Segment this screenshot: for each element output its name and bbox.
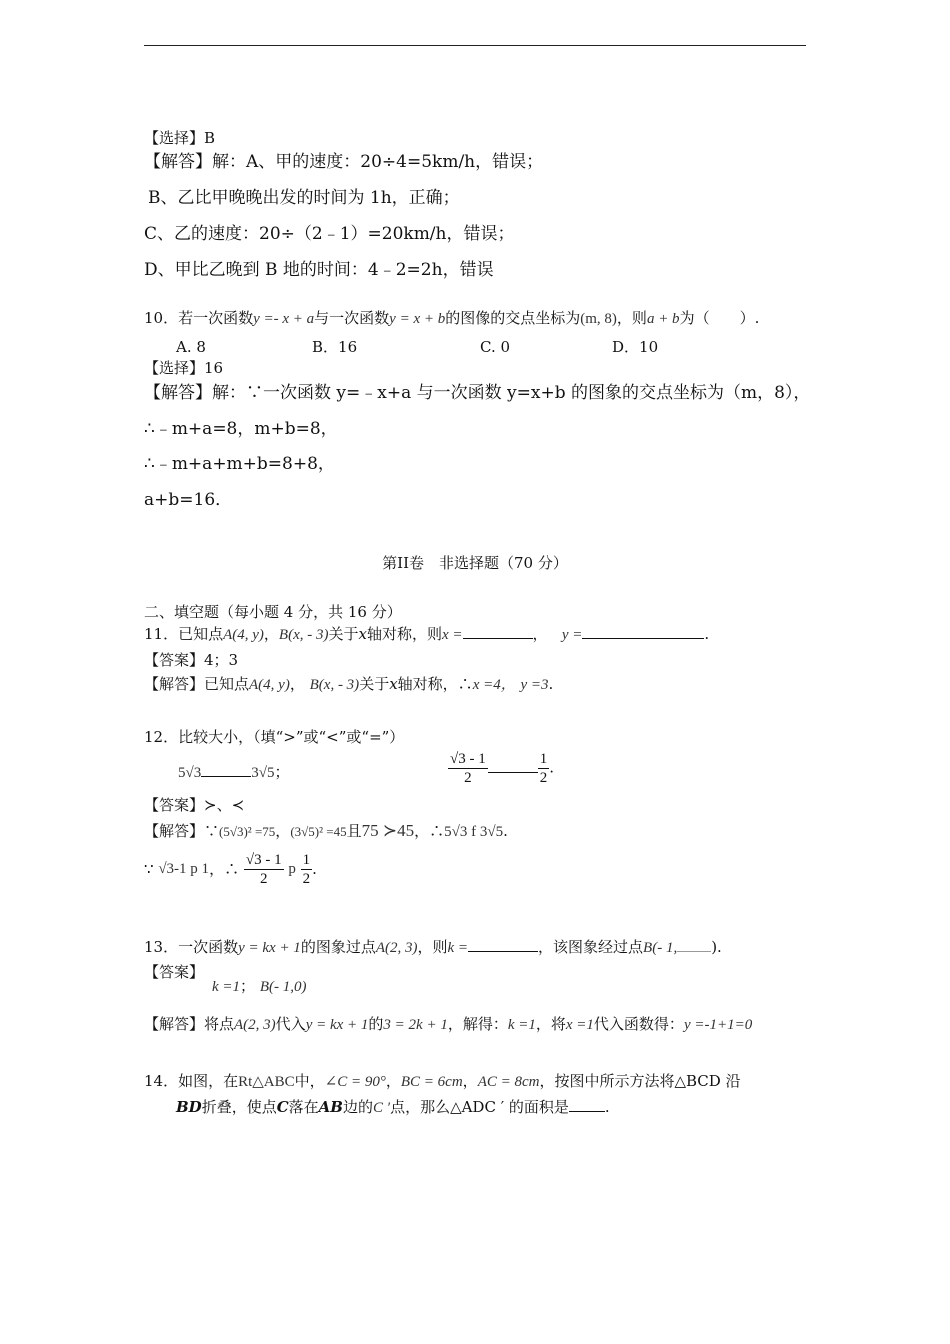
q10-option-d: D．10 — [612, 338, 659, 356]
q10-option-a: A. 8 — [176, 338, 206, 356]
q13-blank-b[interactable] — [677, 937, 711, 952]
q11-answer: 【答案】4；3 — [144, 651, 239, 669]
q10-answer-1: 【解答】解：∵一次函数 y=﹣x+a 与一次函数 y=x+b 的图象的交点坐标为（m，8）， — [144, 383, 811, 403]
q10-stem: 10．若一次函数y =- x + a与一次函数y = x + b的图像的交点坐标为(m, 8)，则a + b为（ ）. — [144, 309, 760, 327]
q9-choice: 【选择】B — [144, 129, 216, 147]
q13-solution: 【解答】将点A(2, 3)代入y = kx + 1的3 = 2k + 1，解得：k =1，将x =1代入函数得：y =-1+1=0 — [144, 1015, 753, 1033]
q10-answer-4: a+b=16． — [144, 490, 233, 510]
q10-option-c: C. 0 — [480, 338, 511, 356]
q14-line-1: 14．如图，在Rt△ABC中，∠C = 90°，BC = 6cm，AC = 8cm，按图中所示方法将△BCD 沿 — [144, 1072, 741, 1090]
q9-answer-d: D、甲比乙晚到 B 地的时间：4﹣2=2h，错误 — [144, 260, 494, 280]
q12-solution-2: ∵ √3-1 p 1 ，∴ $\frac{√3 - 1}{2}$ p $\frac{1}{2}$ . — [144, 851, 317, 887]
q12-blank-2[interactable] — [488, 758, 538, 773]
q11-stem: 11．已知点A(4, y)，B(x, - 3)关于x轴对称，则x = ， y = . — [144, 625, 710, 643]
q10-option-b: B．16 — [312, 338, 358, 356]
q12-stem: 12．比较大小，（填“>”或“<”或“=”） — [144, 728, 405, 746]
q9-answer-c: C、乙的速度：20÷（2﹣1）=20km/h，错误； — [144, 224, 515, 244]
q10-func1: y =- x + a — [253, 311, 315, 327]
q12-solution-1: 【解答】∵(5√3)² =75，(3√5)² =45且75 ≻45，∴5√3 f 3√5. — [144, 821, 508, 840]
q13-blank-k[interactable] — [468, 937, 538, 952]
q10-choice: 【选择】16 — [144, 359, 224, 377]
q10-point: (m, 8) — [580, 311, 617, 327]
q13-stem: 13．一次函数y = kx + 1的图象过点A(2, 3)，则k = ，该图象经过点B(- 1, ). — [144, 938, 722, 956]
q12-fraction-a: $\frac{√3 - 1}{2}$ — [450, 751, 486, 786]
q11-blank-x[interactable] — [463, 624, 533, 639]
q11-solution: 【解答】已知点A(4, y)， B(x, - 3)关于x轴对称，∴x =4， y =3. — [144, 675, 554, 693]
q10-answer-2: ∴﹣m+a=8，m+b=8， — [144, 419, 338, 439]
q9-answer-a: 【解答】解：A、甲的速度：20÷4=5km/h，错误； — [144, 152, 544, 172]
q12-expr2: $\frac{√3 - 1}{2}$ $\frac{1}{2}$ . — [450, 751, 555, 786]
q9-answer-b: B、乙比甲晚晚出发的时间为 1h，正确； — [148, 188, 460, 208]
q10-func2: y = x + b — [389, 311, 446, 327]
q14-blank-area[interactable] — [569, 1097, 605, 1112]
q12-blank-1[interactable] — [201, 762, 251, 777]
q12-fraction-b: $\frac{1}{2}$ — [539, 751, 548, 786]
q13-answer-value: k =1； B(- 1,0) — [212, 977, 307, 995]
q10-sum: a + b — [646, 311, 680, 327]
section-title: 第II卷 非选择题（70 分） — [382, 554, 568, 572]
q10-answer-3: ∴﹣m+a+m+b=8+8， — [144, 454, 335, 474]
q11-blank-y[interactable] — [582, 624, 704, 639]
q12-answer: 【答案】≻、≺ — [144, 796, 245, 814]
q14-line-2: BD折叠，使点C落在AB边的C ′点，那么△ADC ′ 的面积是 . — [176, 1098, 610, 1116]
q13-answer-label: 【答案】 — [144, 963, 205, 981]
header-rule — [144, 45, 806, 46]
part2-heading: 二、填空题（每小题 4 分，共 16 分） — [144, 603, 402, 621]
q12-expr1: 5√3 3√5； — [178, 763, 290, 781]
